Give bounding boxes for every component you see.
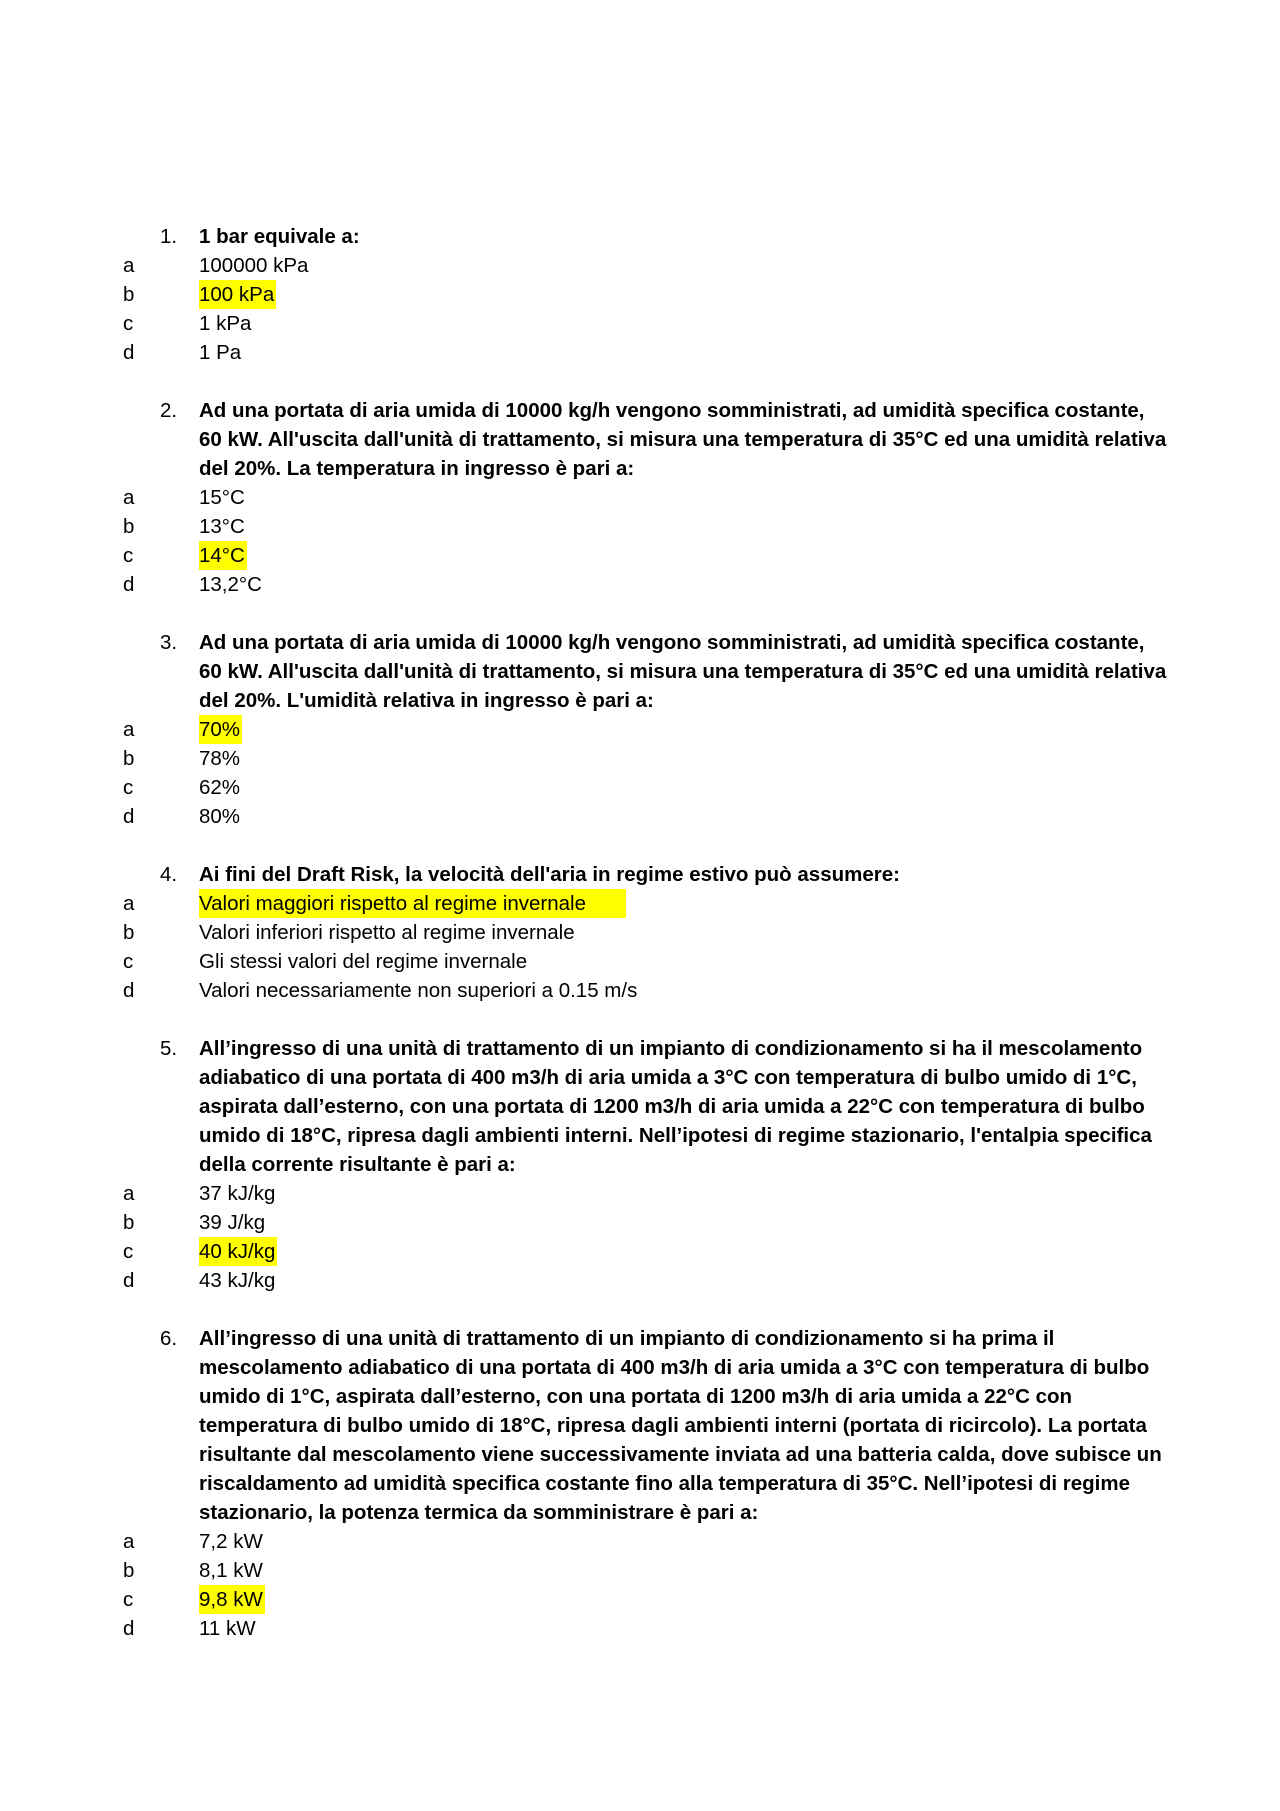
option-letter: b (123, 1211, 135, 1234)
option-letter: a (123, 254, 135, 277)
question-number: 4. (160, 863, 178, 886)
option-b (0, 1208, 1280, 1237)
question-5 (0, 1034, 1280, 1295)
option-letter: b (123, 515, 135, 538)
option-d (0, 338, 1280, 367)
option-b (0, 918, 1280, 947)
option-letter: c (123, 1240, 134, 1263)
question-text: All’ingresso di una unità di trattamento di un impianto di condizionamento si ha prima il mescolamento adiabatico di una portata di 400 m3/h di aria umida a 3°C con temperatura di bulbo umido di 1°C, aspirata dall’esterno, con una portata di 1200 m3/h di aria umida a 22°C con temperatura di bulbo umido di 18°C, ripresa dagli ambienti interni (portata di ricircolo). La portata risultante dal mescolamento viene successivamente inviata ad una batteria calda, dove subisce un riscaldamento ad umidità specifica costante fino alla temperatura di 35°C. Nell’ipotesi di regime stazionario, la potenza termica da somministrare è pari a: (199, 1327, 1162, 1524)
question-number: 5. (160, 1037, 178, 1060)
option-letter: b (123, 747, 135, 770)
option-a (0, 483, 1280, 512)
option-letter: a (123, 892, 135, 915)
question-6 (0, 1324, 1280, 1643)
option-text: 37 kJ/kg (199, 1182, 276, 1205)
option-letter: a (123, 718, 135, 741)
option-a (0, 889, 1280, 918)
correct-answer-highlight: 40 kJ/kg (199, 1237, 277, 1266)
option-c (0, 1585, 1280, 1614)
option-text: 43 kJ/kg (199, 1269, 276, 1292)
option-c (0, 773, 1280, 802)
option-d (0, 1614, 1280, 1643)
option-letter: a (123, 1182, 135, 1205)
option-c (0, 1237, 1280, 1266)
option-text: Valori inferiori rispetto al regime invernale (199, 921, 575, 944)
option-text: 39 J/kg (199, 1211, 266, 1234)
option-a (0, 1179, 1280, 1208)
option-letter: a (123, 1530, 135, 1553)
option-d (0, 570, 1280, 599)
option-letter: c (123, 312, 134, 335)
question-number: 6. (160, 1327, 178, 1350)
option-b (0, 512, 1280, 541)
option-text: 13,2°C (199, 573, 262, 596)
correct-answer-highlight: 70% (199, 715, 242, 744)
question-header (0, 222, 1169, 251)
option-letter: c (123, 776, 134, 799)
option-text: 15°C (199, 486, 245, 509)
option-letter: c (123, 950, 134, 973)
option-text: 8,1 kW (199, 1559, 263, 1582)
option-b (0, 744, 1280, 773)
option-a (0, 251, 1280, 280)
question-header (0, 1324, 1169, 1527)
option-letter: d (123, 805, 135, 828)
option-a (0, 715, 1280, 744)
option-letter: d (123, 979, 135, 1002)
option-letter: c (123, 544, 134, 567)
option-text: 80% (199, 805, 241, 828)
option-d (0, 1266, 1280, 1295)
option-letter: a (123, 486, 135, 509)
option-text: 78% (199, 747, 241, 770)
question-header (0, 396, 1169, 483)
correct-answer-highlight: 14°C (199, 541, 247, 570)
question-number: 2. (160, 399, 178, 422)
question-header (0, 628, 1169, 715)
quiz-document (0, 222, 1280, 1672)
option-text: 62% (199, 776, 241, 799)
option-text: Valori necessariamente non superiori a 0.15 m/s (199, 979, 638, 1002)
option-b (0, 280, 1280, 309)
question-2 (0, 396, 1280, 599)
option-letter: d (123, 1617, 135, 1640)
question-text: 1 bar equivale a: (199, 225, 360, 248)
option-a (0, 1527, 1280, 1556)
option-c (0, 541, 1280, 570)
option-c (0, 947, 1280, 976)
question-3 (0, 628, 1280, 831)
question-4 (0, 860, 1280, 1005)
option-letter: d (123, 1269, 135, 1292)
option-text: 1 kPa (199, 312, 252, 335)
question-text: All’ingresso di una unità di trattamento di un impianto di condizionamento si ha il mescolamento adiabatico di una portata di 400 m3/h di aria umida a 3°C con temperatura di bulbo umido di 1°C, aspirata dall’esterno, con una portata di 1200 m3/h di aria umida a 22°C con temperatura di bulbo umido di 18°C, ripresa dagli ambienti interni. Nell’ipotesi di regime stazionario, l'entalpia specifica della corrente risultante è pari a: (199, 1037, 1152, 1176)
correct-answer-highlight: 100 kPa (199, 280, 276, 309)
question-text: Ai fini del Draft Risk, la velocità dell'aria in regime estivo può assumere: (199, 863, 900, 886)
question-1 (0, 222, 1280, 367)
option-d (0, 976, 1280, 1005)
question-text: Ad una portata di aria umida di 10000 kg/h vengono somministrati, ad umidità specifica costante, 60 kW. All'uscita dall'unità di trattamento, si misura una temperatura di 35°C ed una umidità relativa del 20%. La temperatura in ingresso è pari a: (199, 399, 1167, 480)
option-letter: d (123, 573, 135, 596)
option-d (0, 802, 1280, 831)
option-text: 100000 kPa (199, 254, 309, 277)
option-letter: b (123, 283, 135, 306)
option-letter: b (123, 921, 135, 944)
option-letter: d (123, 341, 135, 364)
option-text: 11 kW (199, 1617, 256, 1640)
option-c (0, 309, 1280, 338)
correct-answer-highlight: Valori maggiori rispetto al regime invernale (199, 889, 626, 918)
question-number: 1. (160, 225, 178, 248)
option-text: 13°C (199, 515, 245, 538)
question-header (0, 1034, 1169, 1179)
question-number: 3. (160, 631, 178, 654)
option-text: 7,2 kW (199, 1530, 263, 1553)
question-header (0, 860, 1169, 889)
option-text: Gli stessi valori del regime invernale (199, 950, 528, 973)
option-b (0, 1556, 1280, 1585)
correct-answer-highlight: 9,8 kW (199, 1585, 265, 1614)
question-text: Ad una portata di aria umida di 10000 kg/h vengono somministrati, ad umidità specifica costante, 60 kW. All'uscita dall'unità di trattamento, si misura una temperatura di 35°C ed una umidità relativa del 20%. L'umidità relativa in ingresso è pari a: (199, 631, 1167, 712)
option-text: 1 Pa (199, 341, 242, 364)
option-letter: b (123, 1559, 135, 1582)
option-letter: c (123, 1588, 134, 1611)
